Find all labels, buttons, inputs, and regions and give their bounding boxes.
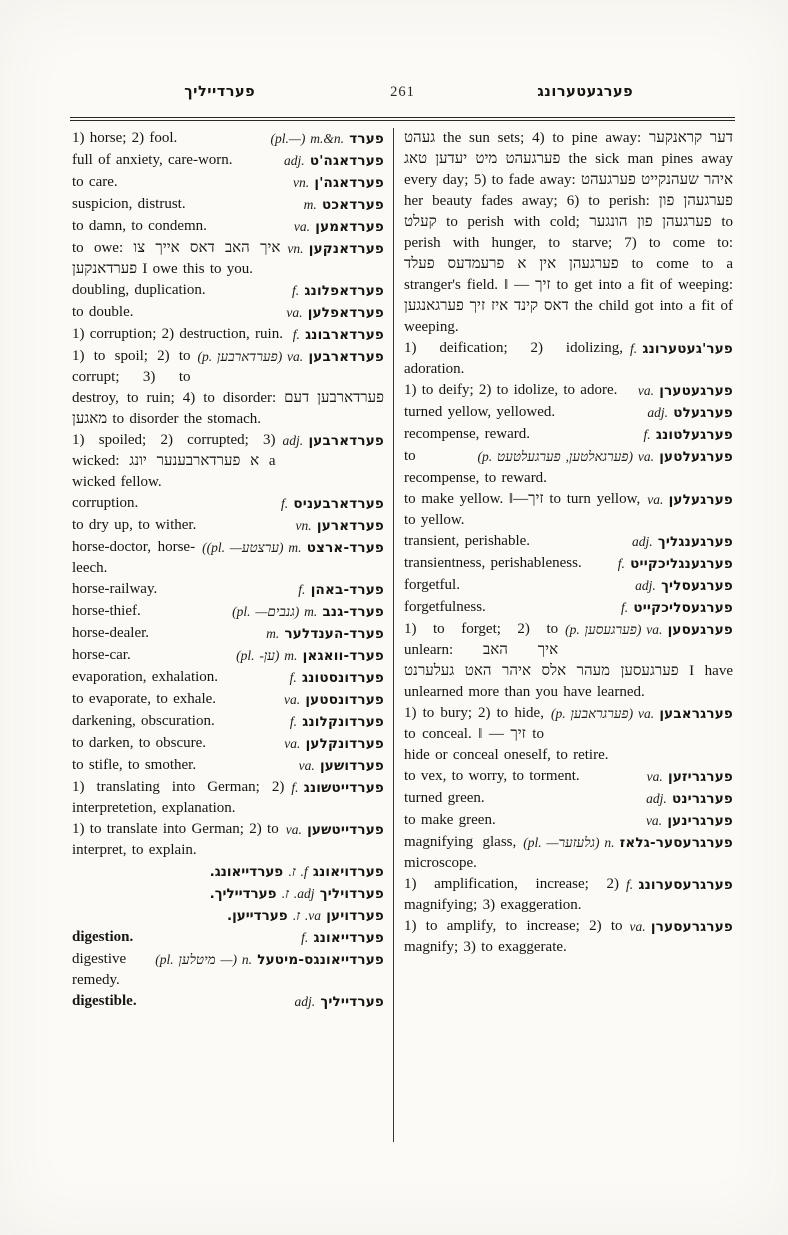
entry-headword: פערגרעסערן bbox=[650, 919, 733, 935]
dictionary-entry bbox=[72, 689, 384, 711]
entry-definition: transient, perishable. bbox=[404, 533, 531, 549]
entry-headword: פערדייאונג bbox=[313, 930, 384, 946]
dictionary-entry bbox=[72, 991, 384, 1013]
entry-cross-reference: פערדייליך. bbox=[209, 886, 277, 902]
entry-headword: פערדאפלונג bbox=[304, 283, 384, 299]
entry-definition: 1) amplification, increase; 2) magnifying; 3) exaggeration. bbox=[404, 876, 619, 913]
entry-headword-cluster bbox=[632, 531, 733, 553]
entry-headword-cluster bbox=[291, 777, 384, 799]
entry-definition: magnifying glass, microscope. bbox=[404, 834, 517, 871]
entry-cross-reference: פערדייען. bbox=[226, 908, 288, 924]
dictionary-entry bbox=[404, 489, 733, 531]
entry-headword-cluster bbox=[630, 338, 733, 360]
dictionary-entry bbox=[72, 711, 384, 733]
dictionary-entry bbox=[72, 515, 384, 537]
entry-definition: suspicion, distrust. bbox=[72, 196, 186, 212]
entry-grammar-tag: adj. ז. bbox=[281, 886, 315, 901]
entry-grammar-tag: vn. bbox=[292, 175, 310, 190]
entry-definition: to evaporate, to exhale. bbox=[72, 691, 217, 707]
entry-headword-cluster bbox=[198, 346, 384, 368]
entry-headword: פערדאגה'ן bbox=[314, 175, 384, 191]
entry-headword-cluster bbox=[626, 874, 733, 896]
entry-headword-cluster bbox=[294, 991, 384, 1013]
entry-definition: horse-dealer. bbox=[72, 625, 150, 641]
entry-headword: פערדויאונג bbox=[312, 864, 384, 880]
entry-headword-cluster bbox=[635, 575, 733, 597]
entry-definition: 1) spoiled; 2) corrupted; 3) wicked: א פערדארבענער יונג a wicked fellow. bbox=[72, 432, 276, 490]
entry-headword: פער'געטערונג bbox=[642, 341, 733, 357]
entry-grammar-tag: va. bbox=[284, 736, 301, 751]
entry-definition: 1) to forget; 2) to unlearn: איך האב פערגעסען מעהר אלס איהר האט געלערנט I have unlearned more than you have learned. bbox=[404, 621, 733, 700]
entry-grammar-tag: f. bbox=[617, 556, 625, 571]
entry-definition: to dry up, to wither. bbox=[72, 517, 197, 533]
entry-grammar-tag: f. bbox=[281, 496, 289, 511]
entry-grammar-tag: (p. פערדארבען) va. bbox=[197, 349, 304, 364]
entry-headword-cluster bbox=[293, 324, 384, 346]
entry-definition: turned yellow, yellowed. bbox=[404, 404, 556, 420]
entry-grammar-tag: f. bbox=[289, 714, 297, 729]
entry-headword: פערגראבען bbox=[659, 706, 733, 722]
entry-headword-cluster bbox=[287, 238, 384, 260]
dictionary-entry bbox=[72, 733, 384, 755]
dictionary-entry bbox=[404, 128, 733, 338]
dictionary-entry bbox=[72, 128, 384, 150]
dictionary-entry bbox=[72, 172, 384, 194]
entry-definition: to darken, to obscure. bbox=[72, 735, 207, 751]
entry-definition: to care. bbox=[72, 174, 118, 190]
entry-headword: פערדאמען bbox=[315, 219, 384, 235]
dictionary-column-right bbox=[394, 128, 733, 1142]
dictionary-entry bbox=[404, 380, 733, 402]
dictionary-entry bbox=[72, 216, 384, 238]
entry-grammar-tag: va. bbox=[637, 383, 654, 398]
entry-grammar-tag: f. bbox=[643, 427, 651, 442]
entry-headword-cluster bbox=[638, 380, 733, 402]
entry-headword: פערגרינט bbox=[671, 791, 733, 807]
entry-definition: transientness, perishableness. bbox=[404, 555, 582, 571]
dictionary-entry bbox=[72, 905, 384, 927]
entry-grammar-tag: adj. bbox=[646, 791, 667, 806]
dictionary-entry bbox=[404, 766, 733, 788]
entry-definition: horse-railway. bbox=[72, 581, 158, 597]
dictionary-entry bbox=[72, 579, 384, 601]
entry-headword: פערדייליך bbox=[320, 994, 384, 1010]
entry-headword-cluster bbox=[621, 597, 733, 619]
entry-grammar-tag: f. bbox=[292, 283, 300, 298]
entry-headword-cluster bbox=[630, 916, 733, 938]
entry-definition: 1) corruption; 2) destruction, ruin. bbox=[72, 326, 283, 342]
entry-grammar-tag: adj. bbox=[283, 153, 305, 168]
entry-headword-cluster bbox=[647, 766, 733, 788]
entry-headword: פערדייטשען bbox=[307, 822, 384, 838]
dictionary-entry bbox=[404, 575, 733, 597]
dictionary-entry bbox=[404, 553, 733, 575]
dictionary-entry bbox=[404, 597, 733, 619]
entry-grammar-tag: f. bbox=[298, 582, 306, 597]
dictionary-entry bbox=[404, 402, 733, 424]
entry-definition: to recompense, to reward. bbox=[404, 448, 547, 486]
entry-headword: פערגענגליכקייט bbox=[630, 556, 733, 572]
dictionary-entry bbox=[72, 150, 384, 172]
entry-headword: פערגריזען bbox=[668, 769, 733, 785]
entry-grammar-tag: (pl. —גלעזער) n. bbox=[523, 835, 615, 850]
entry-headword: פערדונסטונג bbox=[301, 670, 384, 686]
entry-definition: doubling, duplication. bbox=[72, 282, 206, 298]
dictionary-entry bbox=[72, 777, 384, 819]
entry-headword: פערד-וואגאן bbox=[302, 648, 384, 664]
entry-definition: 1) to amplify, to increase; 2) to magnify; 3) to exaggerate. bbox=[404, 918, 623, 955]
entry-headword: פערגעלטונג bbox=[655, 427, 733, 443]
entry-definition: to stifle, to smother. bbox=[72, 757, 197, 773]
dictionary-entry bbox=[72, 346, 384, 430]
dictionary-entry bbox=[72, 302, 384, 324]
entry-headword: פערדויליך bbox=[319, 886, 384, 902]
entry-grammar-tag: m. bbox=[303, 197, 317, 212]
dictionary-entry bbox=[72, 493, 384, 515]
dictionary-entry bbox=[404, 703, 733, 766]
entry-headword: פערדונסטען bbox=[305, 692, 384, 708]
entry-definition: 1) translating into German; 2) interpretetion, explanation. bbox=[72, 779, 285, 816]
entry-grammar-tag: va. bbox=[286, 305, 303, 320]
dictionary-entry bbox=[72, 927, 384, 949]
entry-headword-cluster bbox=[299, 755, 384, 777]
entry-grammar-tag: (pl. —גנבים) m. bbox=[232, 604, 318, 619]
entry-grammar-tag: f. bbox=[620, 600, 629, 615]
dictionary-entry bbox=[72, 601, 384, 623]
entry-grammar-tag: va. bbox=[645, 813, 663, 828]
dictionary-entry bbox=[72, 324, 384, 346]
entry-headword: פערגעלט bbox=[673, 405, 733, 421]
dictionary-entry bbox=[72, 949, 384, 991]
entry-headword-cluster bbox=[286, 302, 384, 324]
entry-headword: פערדארבען bbox=[308, 433, 384, 449]
entry-headword: פערדונקלען bbox=[305, 736, 384, 752]
entry-headword-cluster bbox=[271, 128, 385, 150]
entry-headword: פערדאגה'ט bbox=[309, 153, 384, 169]
running-head-right: פערגעטערונג bbox=[537, 84, 634, 100]
entry-headword: פערדייטשונג bbox=[303, 780, 384, 796]
dictionary-entry bbox=[72, 280, 384, 302]
dictionary-entry bbox=[72, 883, 384, 905]
entry-grammar-tag: f. bbox=[291, 780, 299, 795]
entry-headword-cluster bbox=[283, 430, 384, 452]
entry-grammar-tag: (p. פערגראבען) va. bbox=[550, 706, 655, 721]
entry-grammar-tag: va. bbox=[293, 219, 310, 234]
page-header bbox=[72, 84, 733, 101]
dictionary-entry bbox=[72, 238, 384, 280]
entry-cross-reference: פערדייאונג. bbox=[209, 864, 284, 880]
entry-headword-cluster bbox=[646, 788, 733, 810]
dictionary-entry bbox=[404, 338, 733, 380]
dictionary-entry bbox=[72, 861, 384, 883]
entry-grammar-tag: ((pl. —ערצטע) m. bbox=[202, 540, 302, 555]
entry-headword: פערגעסליך bbox=[661, 578, 733, 594]
dictionary-entry bbox=[72, 537, 384, 579]
entry-headword: פערגעלטען bbox=[659, 449, 733, 465]
entry-headword-cluster bbox=[281, 493, 384, 515]
entry-definition: to make yellow. ‖—זיך to turn yellow, to yellow. bbox=[404, 491, 641, 528]
dictionary-entry bbox=[404, 874, 733, 916]
entry-headword: פערד-הענדלער bbox=[284, 626, 384, 642]
entry-grammar-tag: f. bbox=[292, 327, 300, 342]
entry-headword-cluster bbox=[304, 194, 384, 216]
dictionary-entry bbox=[72, 430, 384, 493]
dictionary-entry bbox=[72, 645, 384, 667]
entry-headword-cluster bbox=[284, 733, 384, 755]
entry-definition: horse-car. bbox=[72, 647, 131, 663]
entry-grammar-tag: va. ז. bbox=[292, 908, 321, 923]
entry-definition: to double. bbox=[72, 304, 134, 320]
dictionary-entry bbox=[404, 531, 733, 553]
entry-definition: געהט the sun sets; 4) to pine away: דער קראנקער פערגעהט מיט יעדען טאג the sick man pines away every day; 5) to fade away: איהר שעהנקייט פערגעהט her beauty fades away; 6) to perish: פערגעהן פון קעלט to perish with cold; פערגעהן פון הונגער to perish with hunger, to starve; 7) to come to: פערגעהן אין א פרעמדעס פעלד to come to a stranger's field. ‖ — זיך to get into a fit of weeping: דאס קינד איז זיך פערגאנגען the child got into a fit of weeping. bbox=[404, 130, 733, 335]
entry-headword: פערדאפלען bbox=[307, 305, 384, 321]
entry-headword-cluster bbox=[647, 402, 733, 424]
entry-definition: darkening, obscuration. bbox=[72, 713, 215, 729]
entry-headword-cluster bbox=[478, 446, 733, 468]
entry-definition: corruption. bbox=[72, 495, 139, 511]
entry-headword-cluster bbox=[551, 703, 733, 725]
entry-definition: to owe: איך האב דאס אייך צו פערדאנקען I owe this to you. bbox=[72, 240, 281, 277]
page-number: 261 bbox=[390, 84, 415, 100]
entry-definition: 1) to spoil; 2) to corrupt; 3) to destroy, to ruin; 4) to disorder: פערדארבען דעם מאגען to disorder the stomach. bbox=[72, 348, 384, 427]
entry-definition: recompense, reward. bbox=[404, 426, 531, 442]
entry-headword: פערדארבעניס bbox=[293, 496, 384, 512]
entry-headword: פערדויען bbox=[326, 908, 384, 924]
entry-definition: digestion. bbox=[72, 929, 134, 945]
entry-grammar-tag: vn. bbox=[295, 518, 312, 533]
dictionary-entry bbox=[404, 619, 733, 703]
entry-grammar-tag: vn. bbox=[287, 241, 304, 256]
dictionary-entry bbox=[72, 667, 384, 689]
entry-headword: פערד-ארצט bbox=[306, 540, 384, 556]
dictionary-entry bbox=[404, 810, 733, 832]
entry-definition: 1) to bury; 2) to hide, to conceal. ‖ — זיך to hide or conceal oneself, to retire. bbox=[404, 705, 609, 763]
dictionary-entry bbox=[72, 623, 384, 645]
entry-grammar-tag: f. bbox=[625, 877, 634, 892]
entry-grammar-tag: f. ז. bbox=[288, 864, 308, 879]
entry-grammar-tag: adj. bbox=[631, 534, 653, 549]
dictionary-entry bbox=[404, 424, 733, 446]
entry-headword: פערדאכט bbox=[322, 197, 384, 213]
entry-grammar-tag: m. bbox=[266, 626, 280, 641]
entry-headword-cluster bbox=[301, 927, 384, 949]
entry-definition: forgetful. bbox=[404, 577, 460, 593]
entry-headword: פערגרעסער-גלאז bbox=[619, 835, 733, 851]
entry-grammar-tag: adj. bbox=[282, 433, 304, 448]
dictionary-entry bbox=[404, 916, 733, 958]
entry-headword: פערדייאונגס-מיטעל bbox=[257, 952, 384, 968]
entry-grammar-tag: f. bbox=[629, 341, 638, 356]
entry-grammar-tag: va. bbox=[629, 919, 646, 934]
entry-headword: פערגרינען bbox=[667, 813, 733, 829]
dictionary-entry bbox=[404, 788, 733, 810]
entry-definition: digestible. bbox=[72, 993, 137, 1009]
entry-headword-cluster bbox=[155, 949, 384, 971]
entry-headword-cluster bbox=[643, 424, 733, 446]
entry-grammar-tag: va. bbox=[298, 758, 315, 773]
entry-grammar-tag: f. bbox=[289, 670, 297, 685]
entry-headword-cluster bbox=[232, 601, 384, 623]
entry-definition: digestive remedy. bbox=[72, 951, 127, 988]
entry-grammar-tag: adj. bbox=[635, 578, 656, 593]
dictionary-entry bbox=[404, 446, 733, 489]
entry-grammar-tag: va. bbox=[283, 692, 301, 707]
entry-grammar-tag: (p. פערגעסען) va. bbox=[565, 622, 663, 637]
entry-headword-cluster bbox=[618, 553, 733, 575]
dictionary-entry bbox=[72, 755, 384, 777]
entry-headword: פערגעטערן bbox=[659, 383, 733, 399]
entry-headword-cluster bbox=[296, 515, 385, 537]
entry-headword: פערגעסען bbox=[667, 622, 733, 638]
entry-grammar-tag: va. bbox=[285, 822, 302, 837]
entry-grammar-tag: adj. bbox=[647, 405, 668, 420]
dictionary-entry bbox=[72, 819, 384, 861]
entry-headword: פערגרעסערונג bbox=[638, 877, 733, 893]
entry-definition: 1) to deify; 2) to idolize, to adore. bbox=[404, 382, 618, 398]
entry-headword-cluster bbox=[523, 832, 733, 854]
entry-headword-cluster bbox=[292, 280, 384, 302]
entry-headword: פערגענגליך bbox=[657, 534, 733, 550]
entry-definition: evaporation, exhalation. bbox=[72, 669, 219, 685]
entry-headword: פערדארבען bbox=[308, 349, 384, 365]
dictionary-columns bbox=[72, 128, 733, 1142]
entry-definition: to vex, to worry, to torment. bbox=[404, 768, 580, 784]
entry-definition: full of anxiety, care-worn. bbox=[72, 152, 233, 168]
entry-headword: פערד bbox=[349, 131, 384, 147]
entry-headword-cluster bbox=[290, 711, 384, 733]
entry-definition: to make green. bbox=[404, 812, 496, 828]
entry-headword-cluster bbox=[293, 172, 384, 194]
entry-definition: horse-doctor, horse-leech. bbox=[72, 539, 196, 576]
entry-headword: פערדארען bbox=[316, 518, 384, 534]
entry-grammar-tag: va. bbox=[647, 492, 664, 507]
entry-headword-cluster bbox=[646, 810, 733, 832]
entry-grammar-tag: (p. פערגאלטען, פערגעלטעט) va. bbox=[477, 449, 654, 464]
entry-headword-cluster bbox=[202, 537, 384, 559]
entry-headword: פערדושען bbox=[319, 758, 384, 774]
entry-grammar-tag: (pl. -ען) m. bbox=[236, 648, 298, 663]
entry-grammar-tag: adj. bbox=[294, 994, 316, 1009]
entry-headword: פערגעסליכקייט bbox=[633, 600, 733, 616]
running-head-left: פערדייליך bbox=[184, 84, 256, 100]
entry-headword: פערגעלען bbox=[668, 492, 733, 508]
entry-definition: 1) to translate into German; 2) to interpret, to explain. bbox=[72, 821, 279, 858]
entry-headword: פערד-באהן bbox=[310, 582, 384, 598]
header-rule bbox=[70, 117, 735, 121]
dictionary-column-left bbox=[72, 128, 393, 1142]
entry-definition: forgetfulness. bbox=[404, 599, 486, 615]
entry-grammar-tag: (pl. מיטלען —) n. bbox=[155, 952, 252, 967]
entry-headword-cluster bbox=[266, 623, 384, 645]
entry-headword-cluster bbox=[286, 819, 384, 841]
entry-grammar-tag: f. bbox=[301, 930, 309, 945]
entry-headword-cluster bbox=[647, 489, 733, 511]
entry-headword-cluster bbox=[284, 689, 384, 711]
entry-headword-cluster bbox=[294, 216, 384, 238]
entry-grammar-tag: va. bbox=[646, 769, 663, 784]
entry-definition: to damn, to condemn. bbox=[72, 218, 207, 234]
entry-headword-cluster bbox=[290, 667, 384, 689]
entry-headword: פערדאנקען bbox=[308, 241, 384, 257]
entry-grammar-tag: (pl.—) m.&n. bbox=[270, 131, 344, 146]
entry-definition: turned green. bbox=[404, 790, 485, 806]
entry-headword: פערד-גנב bbox=[322, 604, 384, 620]
entry-definition: 1) deification; 2) idolizing, adoration. bbox=[404, 340, 623, 377]
entry-headword: פערדארבונג bbox=[305, 327, 384, 343]
entry-headword-cluster bbox=[236, 645, 384, 667]
entry-headword-cluster bbox=[298, 579, 384, 601]
entry-definition: horse-thief. bbox=[72, 603, 141, 619]
entry-headword: פערדונקלונג bbox=[302, 714, 384, 730]
entry-headword-cluster bbox=[284, 150, 384, 172]
entry-headword-cluster bbox=[565, 619, 733, 641]
entry-definition: 1) horse; 2) fool. bbox=[72, 130, 178, 146]
dictionary-entry bbox=[404, 832, 733, 874]
dictionary-entry bbox=[72, 194, 384, 216]
